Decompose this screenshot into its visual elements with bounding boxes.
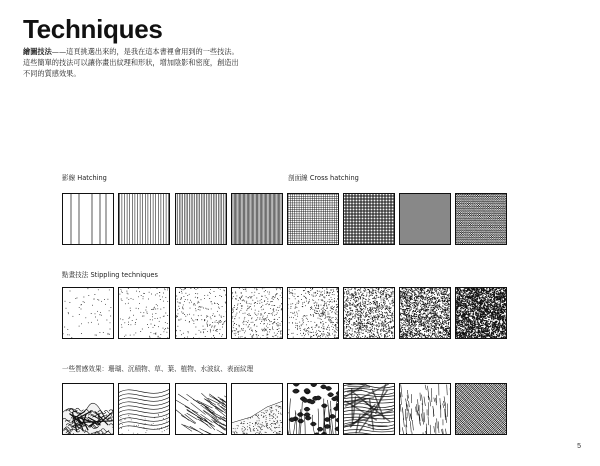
intro-line-1: ——這頁挑選出來的，是我在這本書裡會用到的一些技法。 (51, 47, 239, 56)
dense-cross-hatching-swatch (343, 193, 395, 245)
medium-vertical-hatching-swatch (118, 193, 170, 245)
sediment-texture-swatch (118, 383, 170, 435)
intro-line-2: 這些簡單的技法可以讓你畫出紋理和形狀，增加陰影和密度，創造出 (23, 58, 239, 67)
light-stipple-swatch (118, 287, 170, 339)
intro-lead: 繪圖技法 (23, 47, 52, 56)
stippling-label: 點畫技法 Stippling techniques (62, 271, 158, 279)
texture-label: 一些質感效果：珊瑚、沉積物、草、葉、植物、水波紋、表面紋理 (62, 365, 254, 373)
very-dense-vertical-hatching-swatch (231, 193, 283, 245)
leaf-texture-swatch (231, 383, 283, 435)
heavy-stipple-swatch (343, 287, 395, 339)
cross-hatching-label: 剖面線 Cross hatching (288, 174, 359, 182)
gradient-stipple-swatch (287, 287, 339, 339)
page-number: 5 (577, 443, 581, 450)
medium-stipple-swatch (175, 287, 227, 339)
dense-stipple-swatch (231, 287, 283, 339)
sparse-stipple-swatch (62, 287, 114, 339)
dark-stipple-swatch (455, 287, 507, 339)
triple-cross-hatching-swatch (455, 193, 507, 245)
intro-paragraph (23, 46, 323, 79)
plant-texture-swatch (287, 383, 339, 435)
surface-texture-vertical-swatch (399, 383, 451, 435)
very-heavy-stipple-swatch (399, 287, 451, 339)
page-title: Techniques (23, 14, 163, 44)
hatching-label: 影線 Hatching (62, 174, 107, 182)
water-ripple-texture-swatch (343, 383, 395, 435)
fine-cross-hatching-swatch (287, 193, 339, 245)
grass-texture-swatch (175, 383, 227, 435)
intro-line-3: 不同的質感效果。 (23, 69, 81, 78)
dense-vertical-hatching-swatch (175, 193, 227, 245)
diagonal-cross-hatching-swatch (399, 193, 451, 245)
sparse-vertical-hatching-swatch (62, 193, 114, 245)
coral-texture-swatch (62, 383, 114, 435)
surface-texture-diagonal-swatch (455, 383, 507, 435)
